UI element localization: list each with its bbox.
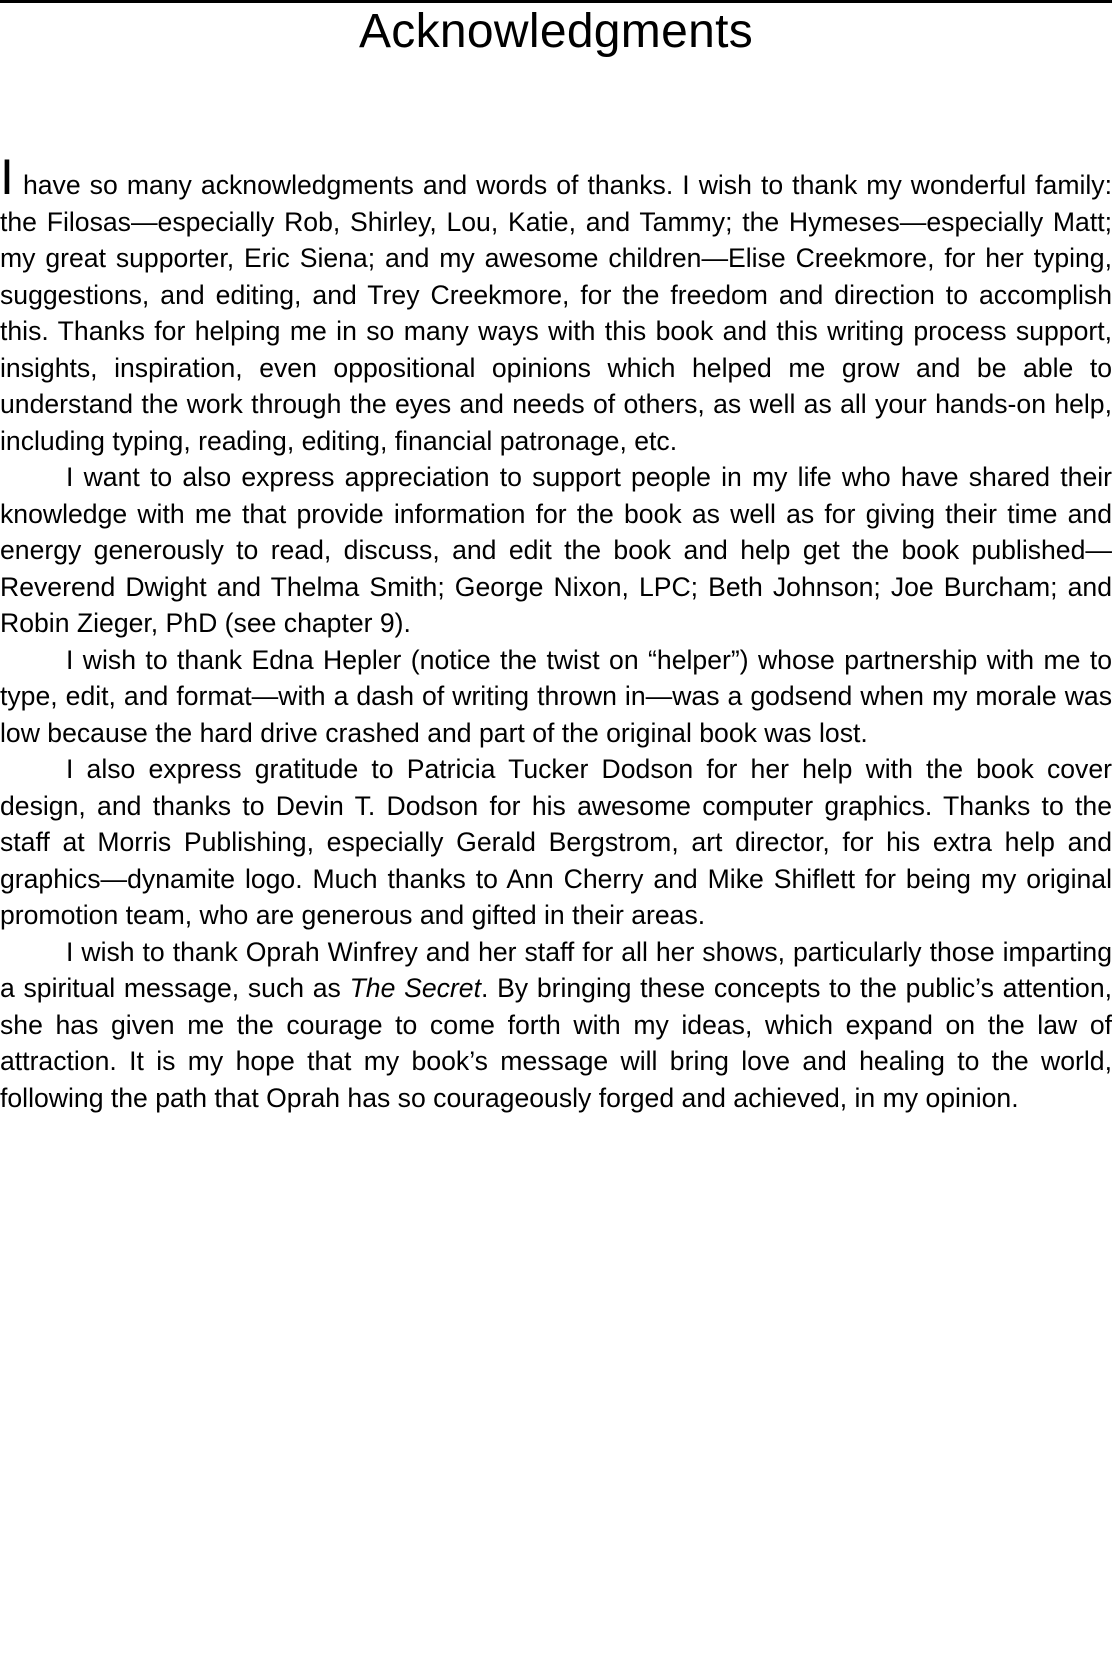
paragraph-5 <box>0 934 1112 1117</box>
paragraph-5-text-after: . By bringing these concepts to the public’s attention, she has given me the courage to come forth with my ideas, which expand on the law of attraction. It is my hope that my book’s message will bring love and healing to the world, following the path that Oprah has so courageously forged and achieved, in my opinion. <box>0 973 1112 1113</box>
paragraph-5-text-before: I wish to thank Oprah Winfrey and her staff for all her shows, particularly those imparting a spiritual message, such as <box>0 936 1112 1003</box>
book-title-the-secret: The Secret <box>349 973 481 1003</box>
paragraph-1-text: have so many acknowledgments and words of thanks. I wish to thank my wonderful family: the Filosas—especially Rob, Shirley, Lou, Katie, and Tammy; the Hymeses—especially Matt; my great supporter, Eric Siena; and my awesome children—Elise Creekmore, for her typing, suggestions, and editing, and Trey Creekmore, for the freedom and direction to accomplish this. Thanks for helping me in so many ways with this book and this writing process support, insights, inspiration, even oppositional opinions which helped me grow and be able to understand the work through the eyes and needs of others, as well as all your hands-on help, including typing, reading, editing, financial patronage, etc. <box>0 170 1112 456</box>
top-rule <box>0 0 1112 3</box>
paragraph-2: I want to also express appreciation to support people in my life who have shared their knowledge with me that provide information for the book as well as for giving their time and energy generously to read, discuss, and edit the book and help get the book published—Reverend Dwight and Thelma Smith; George Nixon, LPC; Beth Johnson; Joe Burcham; and Robin Zieger, PhD (see chapter 9). <box>0 462 1112 638</box>
page-title: Acknowledgments <box>358 5 754 58</box>
paragraph-1 <box>0 149 1112 459</box>
paragraph-3: I wish to thank Edna Hepler (notice the twist on “helper”) whose partnership with me to type, edit, and format—with a dash of writing thrown in—was a godsend when my morale was low because the hard drive crashed and part of the original book was lost. <box>0 644 1112 748</box>
paragraph-4: I also express gratitude to Patricia Tucker Dodson for her help with the book cover design, and thanks to Devin T. Dodson for his awesome computer graphics. Thanks to the staff at Morris Publishing, especially Gerald Bergstrom, art director, for his extra help and graphics—dynamite logo. Much thanks to Ann Cherry and Mike Shiflett for being my original promotion team, who are generous and gifted in their areas. <box>0 754 1112 930</box>
acknowledgments-body <box>0 149 1112 1116</box>
drop-cap: I <box>0 149 14 205</box>
